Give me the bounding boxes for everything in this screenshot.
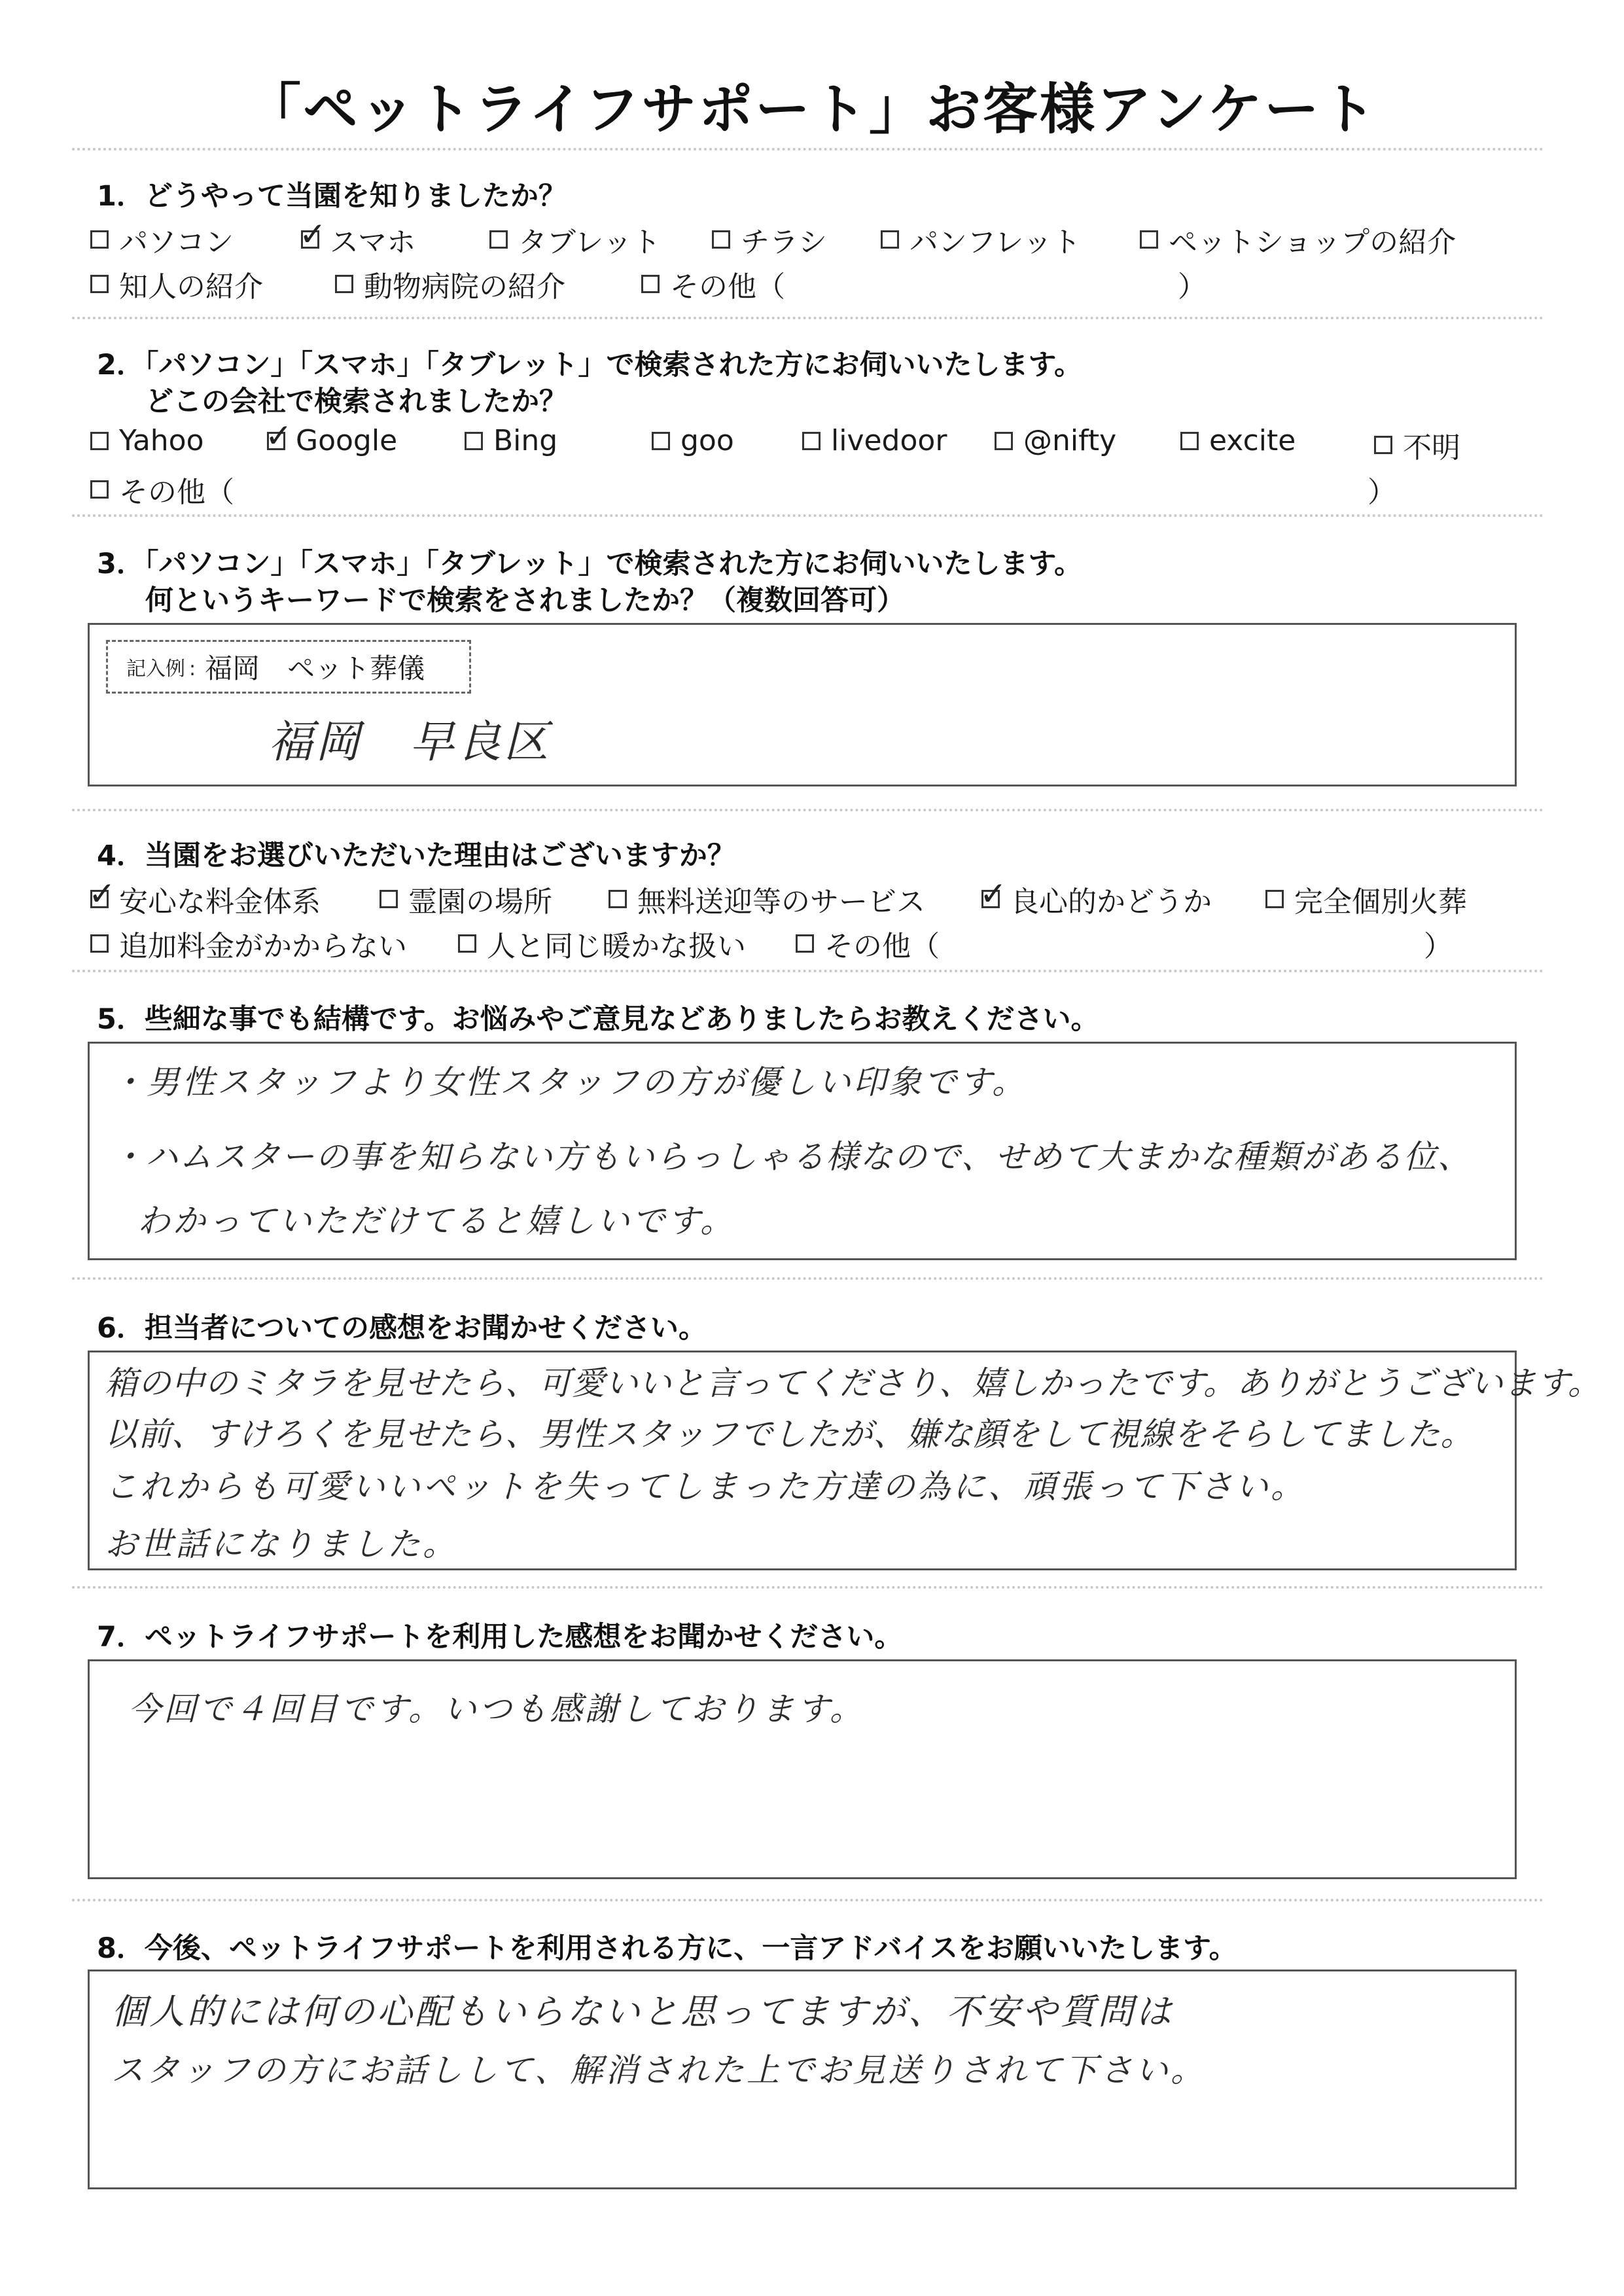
divider <box>72 317 1544 319</box>
divider <box>72 148 1544 150</box>
q2-question-line1: 2．「パソコン」「スマホ」「タブレット」で検索された方にお伺いいたします。 <box>97 349 1083 381</box>
divider <box>72 809 1544 811</box>
q2-option-other[interactable]: その他（ <box>90 468 234 510</box>
q8-question: 8．今後、ペットライフサポートを利用される方に、一言アドバイスをお願いいたします。 <box>97 1932 1237 1965</box>
q3-example-label: 記入例 : <box>126 652 196 681</box>
q5-answer-line: ・ハムスターの事を知らない方もいらっしゃる様なので、せめて大まかな種類がある位、 <box>111 1138 1472 1176</box>
q3-question-line1: 3．「パソコン」「スマホ」「タブレット」で検索された方にお伺いいたします。 <box>97 548 1083 580</box>
q7-question: 7．ペットライフサポートを利用した感想をお聞かせください。 <box>97 1621 903 1653</box>
q4-option-pickup[interactable]: 無料送迎等のサービス <box>609 878 925 920</box>
q7-answer-line: 今回で４回目です。いつも感謝しております。 <box>128 1690 865 1728</box>
q1-option-pc[interactable]: パソコン <box>90 219 234 260</box>
q2-option-nifty[interactable]: @nifty <box>995 424 1116 457</box>
q4-option-warm-treatment[interactable]: 人と同じ暖かな扱い <box>458 923 746 964</box>
divider <box>72 1277 1544 1280</box>
q4-option-no-extra-fee[interactable]: 追加料金がかからない <box>90 923 407 964</box>
q2-option-bing[interactable]: Bing <box>465 424 557 457</box>
checkbox-icon[interactable] <box>90 934 109 953</box>
q6-answer-line: これからも可愛いいペットを失ってしまった方達の為に、頑張って下さい。 <box>105 1468 1306 1506</box>
q1-option-tablet[interactable]: タブレット <box>489 219 661 260</box>
checkmark-icon: ✓ <box>88 875 116 913</box>
divider <box>72 970 1544 972</box>
q6-answer-line: お世話になりました。 <box>105 1525 458 1563</box>
q2-option-yahoo[interactable]: Yahoo <box>90 424 204 457</box>
q1-option-flyer[interactable]: チラシ <box>712 219 827 260</box>
checkbox-icon[interactable] <box>1374 436 1392 454</box>
q1-option-acquaintance[interactable]: 知人の紹介 <box>90 263 263 305</box>
checkbox-icon[interactable] <box>1140 230 1158 249</box>
q8-answer-line: スタッフの方にお話しして、解消された上でお見送りされて下さい。 <box>111 2051 1206 2089</box>
q8-answer-line: 個人的には何の心配もいらないと思ってますが、不安や質問は <box>111 1991 1174 2032</box>
checkmark-icon: ✓ <box>980 875 1007 913</box>
q5-question: 5．些細な事でも結構です。お悩みやご意見などありましたらお教えください。 <box>97 1003 1099 1036</box>
q1-option-petshop[interactable]: ペットショップの紹介 <box>1140 219 1456 260</box>
q3-answer: 福岡 早良区 <box>268 716 552 768</box>
checkbox-icon[interactable] <box>712 230 730 249</box>
checkbox-icon[interactable] <box>609 890 627 908</box>
divider <box>72 1586 1544 1589</box>
checkmark-icon: ✓ <box>299 215 327 253</box>
q4-option-price[interactable]: ✓ 安心な料金体系 <box>88 875 321 919</box>
q4-option-location[interactable]: 霊園の場所 <box>380 878 552 920</box>
q1-question: 1．どうやって当園を知りましたか？ <box>97 180 567 213</box>
checkbox-icon[interactable] <box>881 230 899 249</box>
q4-question: 4．当園をお選びいただいた理由はございますか？ <box>97 839 735 872</box>
q5-answer-line: わかっていただけてると嬉しいです。 <box>137 1202 735 1240</box>
checkbox-icon[interactable] <box>802 432 821 450</box>
q4-option-other[interactable]: その他（ <box>796 923 940 964</box>
checkbox-icon[interactable] <box>90 230 109 249</box>
checkbox-icon[interactable] <box>652 432 670 450</box>
q2-option-google[interactable]: ✓ Google <box>265 416 398 457</box>
divider <box>72 514 1544 517</box>
q4-option-individual-cremation[interactable]: 完全個別火葬 <box>1265 878 1467 920</box>
checkbox-icon[interactable] <box>265 416 292 455</box>
checkbox-icon[interactable] <box>1180 432 1199 450</box>
q3-question-line2: 何というキーワードで検索をされましたか？（複数回答可） <box>145 584 905 617</box>
q6-question: 6．担当者についての感想をお聞かせください。 <box>97 1312 707 1345</box>
q2-close-paren: ） <box>1368 476 1396 509</box>
q6-answer-line: 箱の中のミタラを見せたら、可愛いいと言ってくださり、嬉しかったです。ありがとうございます。 <box>105 1364 1601 1402</box>
page-title: 「ペットライフサポート」お客様アンケート <box>246 77 1378 141</box>
q4-option-conscientious[interactable]: ✓ 良心的かどうか <box>980 875 1212 919</box>
q2-option-livedoor[interactable]: livedoor <box>802 424 947 457</box>
q2-option-excite[interactable]: excite <box>1180 424 1296 457</box>
q2-option-unknown[interactable]: 不明 <box>1374 424 1460 466</box>
q5-answer-line: ・男性スタッフより女性スタッフの方が優しい印象です。 <box>111 1063 1027 1101</box>
checkbox-icon[interactable] <box>90 275 109 293</box>
q1-option-other[interactable]: その他（ <box>641 263 785 305</box>
checkbox-icon[interactable] <box>1265 890 1284 908</box>
q2-question-line2: どこの会社で検索されましたか？ <box>145 385 567 418</box>
q2-option-goo[interactable]: goo <box>652 424 734 457</box>
q6-answer-line: 以前、すけろくを見せたら、男性スタッフでしたが、嫌な顔をして視線をそらしてました。 <box>105 1415 1474 1453</box>
divider <box>72 1899 1544 1901</box>
checkbox-icon[interactable] <box>88 875 116 913</box>
q3-example <box>106 640 471 694</box>
q3-example-text: 福岡 ペット葬儀 <box>205 652 425 684</box>
checkbox-icon[interactable] <box>458 934 476 953</box>
checkmark-icon: ✓ <box>265 416 292 455</box>
checkbox-icon[interactable] <box>299 215 327 253</box>
checkbox-icon[interactable] <box>796 934 814 953</box>
q4-close-paren: ） <box>1424 930 1453 963</box>
checkbox-icon[interactable] <box>335 275 353 293</box>
checkbox-icon[interactable] <box>489 230 508 249</box>
checkbox-icon[interactable] <box>980 875 1007 913</box>
q1-option-pamphlet[interactable]: パンフレット <box>881 219 1081 260</box>
checkbox-icon[interactable] <box>380 890 398 908</box>
checkbox-icon[interactable] <box>465 432 483 450</box>
q1-close-paren: ） <box>1178 270 1207 304</box>
checkbox-icon[interactable] <box>90 432 109 450</box>
q1-option-smartphone[interactable]: ✓ スマホ <box>299 215 416 259</box>
checkbox-icon[interactable] <box>90 480 109 499</box>
q1-option-vet[interactable]: 動物病院の紹介 <box>335 263 565 305</box>
checkbox-icon[interactable] <box>641 275 660 293</box>
checkbox-icon[interactable] <box>995 432 1013 450</box>
